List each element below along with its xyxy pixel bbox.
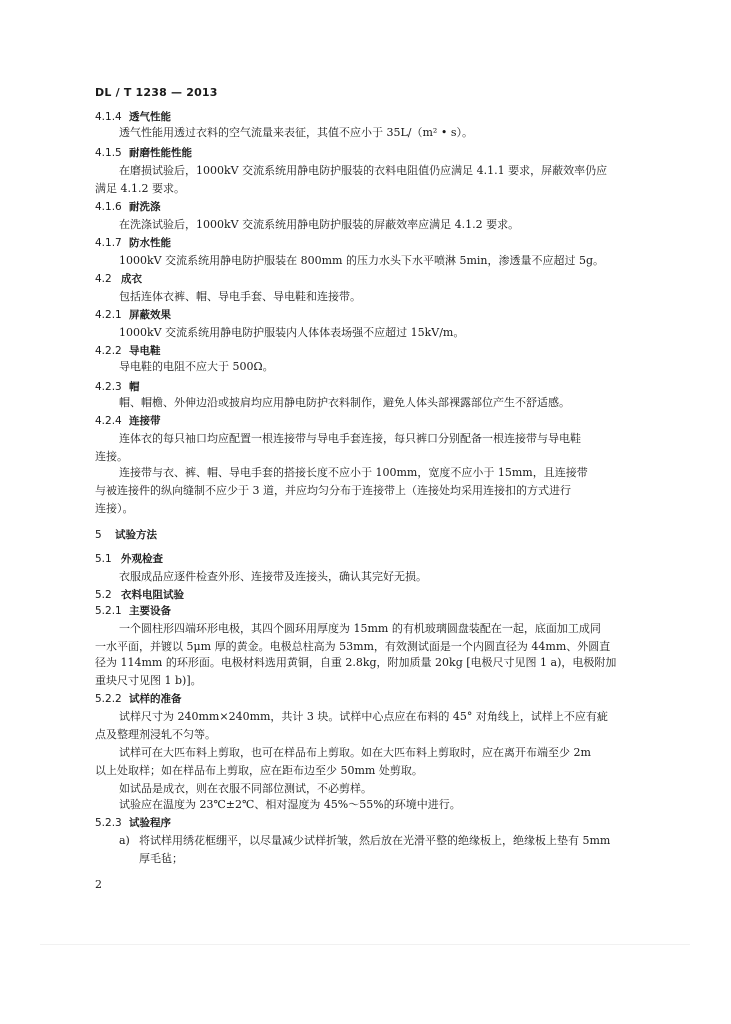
section-title: 耐洗涤: [129, 201, 161, 213]
section-heading-5: [95, 528, 157, 542]
section-number: 4.2.2: [95, 345, 122, 357]
list-marker: a): [119, 834, 130, 847]
paragraph-line: 一个圆柱形四端环形电极，其四个圆环用厚度为 15mm 的有机玻璃圆盘装配在一起，底面加工成同: [119, 622, 601, 635]
paragraph-line: 与被连接件的纵向缝制不应少于 3 道，并应均匀分布于连接带上（连接处均采用连接扣的方式进行: [95, 484, 571, 497]
paragraph-line: 连体衣的每只袖口均应配置一根连接带与导电手套连接，每只裤口分别配备一根连接带与导电鞋: [119, 432, 581, 445]
section-heading-4-1-5: [95, 146, 192, 160]
paragraph-line: 在磨损试验后，1000kV 交流系统用静电防护服装的衣料电阻值仍应满足 4.1.1 要求，屏蔽效率仍应: [119, 164, 608, 177]
paragraph: 在洗涤试验后，1000kV 交流系统用静电防护服装的屏蔽效率应满足 4.1.2 要求。: [119, 218, 520, 231]
section-number: 5.2: [95, 589, 112, 601]
section-heading-4-2-1: [95, 308, 171, 322]
section-heading-4-2: [95, 272, 142, 286]
paragraph-line: 连接带与衣、裤、帽、导电手套的搭接长度不应小于 100mm，宽度不应小于 15mm，且连接带: [119, 466, 588, 479]
section-number: 4.2: [95, 273, 112, 285]
section-number: 5: [95, 529, 102, 541]
paragraph-line: 连接。: [95, 450, 128, 463]
section-title: 试验方法: [115, 529, 157, 541]
section-heading-4-2-2: [95, 344, 161, 358]
paragraph-line: 试验应在温度为 23℃±2℃、相对湿度为 45%～55%的环境中进行。: [119, 798, 461, 811]
paragraph-line: 如试品是成衣，则在衣服不同部位测试，不必剪样。: [119, 782, 372, 795]
paragraph: 导电鞋的电阻不应大于 500Ω。: [119, 360, 274, 373]
section-heading-4-1-4: [95, 110, 171, 124]
list-item-continuation: 厚毛毡；: [139, 852, 183, 865]
list-item-text: 将试样用绣花框绷平，以尽量减少试样折皱，然后放在光滑平整的绝缘板上，绝缘板上垫有 5mm: [139, 834, 611, 847]
paragraph-line: 以上处取样；如在样品布上剪取，应在距布边至少 50mm 处剪取。: [95, 764, 423, 777]
list-item-a: [119, 834, 610, 848]
section-heading-4-2-4: [95, 414, 161, 428]
paragraph-line: 一水平面，并镀以 5μm 厚的黄金。电极总柱高为 53mm，有效测试面是一个内圆直径为 44mm、外圆直: [95, 640, 611, 653]
section-heading-5-1: [95, 552, 163, 566]
section-title: 导电鞋: [129, 345, 161, 357]
paragraph: 1000kV 交流系统用静电防护服装内人体体表场强不应超过 15kV/m。: [119, 326, 465, 339]
standard-number-header: DL / T 1238 — 2013: [95, 86, 218, 99]
section-title: 主要设备: [129, 605, 171, 617]
section-title: 耐磨性能性能: [129, 147, 192, 159]
section-title: 连接带: [129, 415, 161, 427]
section-title: 试验程序: [129, 817, 171, 829]
paragraph-line: 点及整理剂浸轧不匀等。: [95, 728, 216, 741]
section-number: 4.1.5: [95, 147, 122, 159]
section-title: 帽: [129, 381, 140, 393]
section-title: 防水性能: [129, 237, 171, 249]
section-number: 4.1.4: [95, 111, 122, 123]
paragraph: 透气性能用透过衣料的空气流量来表征，其值不应小于 35L/（m² • s）。: [119, 126, 473, 139]
paragraph: 1000kV 交流系统用静电防护服装在 800mm 的压力水头下水平喷淋 5min，渗透量不应超过 5g。: [119, 254, 605, 267]
paragraph-line: 连接）。: [95, 502, 134, 515]
section-heading-5-2: [95, 588, 184, 602]
paragraph-line: 试样尺寸为 240mm×240mm，共计 3 块。试样中心点应在布料的 45° 对角线上，试样上不应有疵: [119, 710, 608, 723]
section-heading-5-2-3: [95, 816, 171, 830]
section-title: 成衣: [121, 273, 142, 285]
section-heading-5-2-2: [95, 692, 182, 706]
section-heading-4-2-3: [95, 380, 140, 394]
section-title: 屏蔽效果: [129, 309, 171, 321]
section-title: 外观检查: [121, 553, 163, 565]
section-title: 衣料电阻试验: [121, 589, 184, 601]
paragraph: 包括连体衣裤、帽、导电手套、导电鞋和连接带。: [119, 290, 361, 303]
section-title: 透气性能: [129, 111, 171, 123]
section-title: 试样的准备: [129, 693, 182, 705]
paragraph-line: 重块尺寸见图 1 b)]。: [95, 674, 202, 687]
section-number: 5.2.1: [95, 605, 122, 617]
section-number: 5.2.3: [95, 817, 122, 829]
section-heading-4-1-7: [95, 236, 171, 250]
paragraph-line: 径为 114mm 的环形面。电极材料选用黄铜，自重 2.8kg，附加质量 20kg [电极尺寸见图 1 a)，电极附加: [95, 656, 617, 669]
paragraph: 衣服成品应逐件检查外形、连接带及连接头，确认其完好无损。: [119, 570, 427, 583]
section-heading-4-1-6: [95, 200, 161, 214]
paragraph-line: 试样可在大匹布料上剪取，也可在样品布上剪取。如在大匹布料上剪取时，应在离开布端至少 2m: [119, 746, 591, 759]
section-number: 4.1.6: [95, 201, 122, 213]
section-number: 5.2.2: [95, 693, 122, 705]
section-number: 4.1.7: [95, 237, 122, 249]
section-number: 4.2.3: [95, 381, 122, 393]
section-number: 4.2.1: [95, 309, 122, 321]
footer-rule: [40, 944, 690, 945]
page-number: 2: [95, 878, 102, 891]
paragraph-line: 满足 4.1.2 要求。: [95, 182, 185, 195]
section-number: 5.1: [95, 553, 112, 565]
paragraph: 帽、帽檐、外伸边沿或披肩均应用静电防护衣料制作，避免人体头部裸露部位产生不舒适感。: [119, 396, 570, 409]
section-heading-5-2-1: [95, 604, 171, 618]
section-number: 4.2.4: [95, 415, 122, 427]
